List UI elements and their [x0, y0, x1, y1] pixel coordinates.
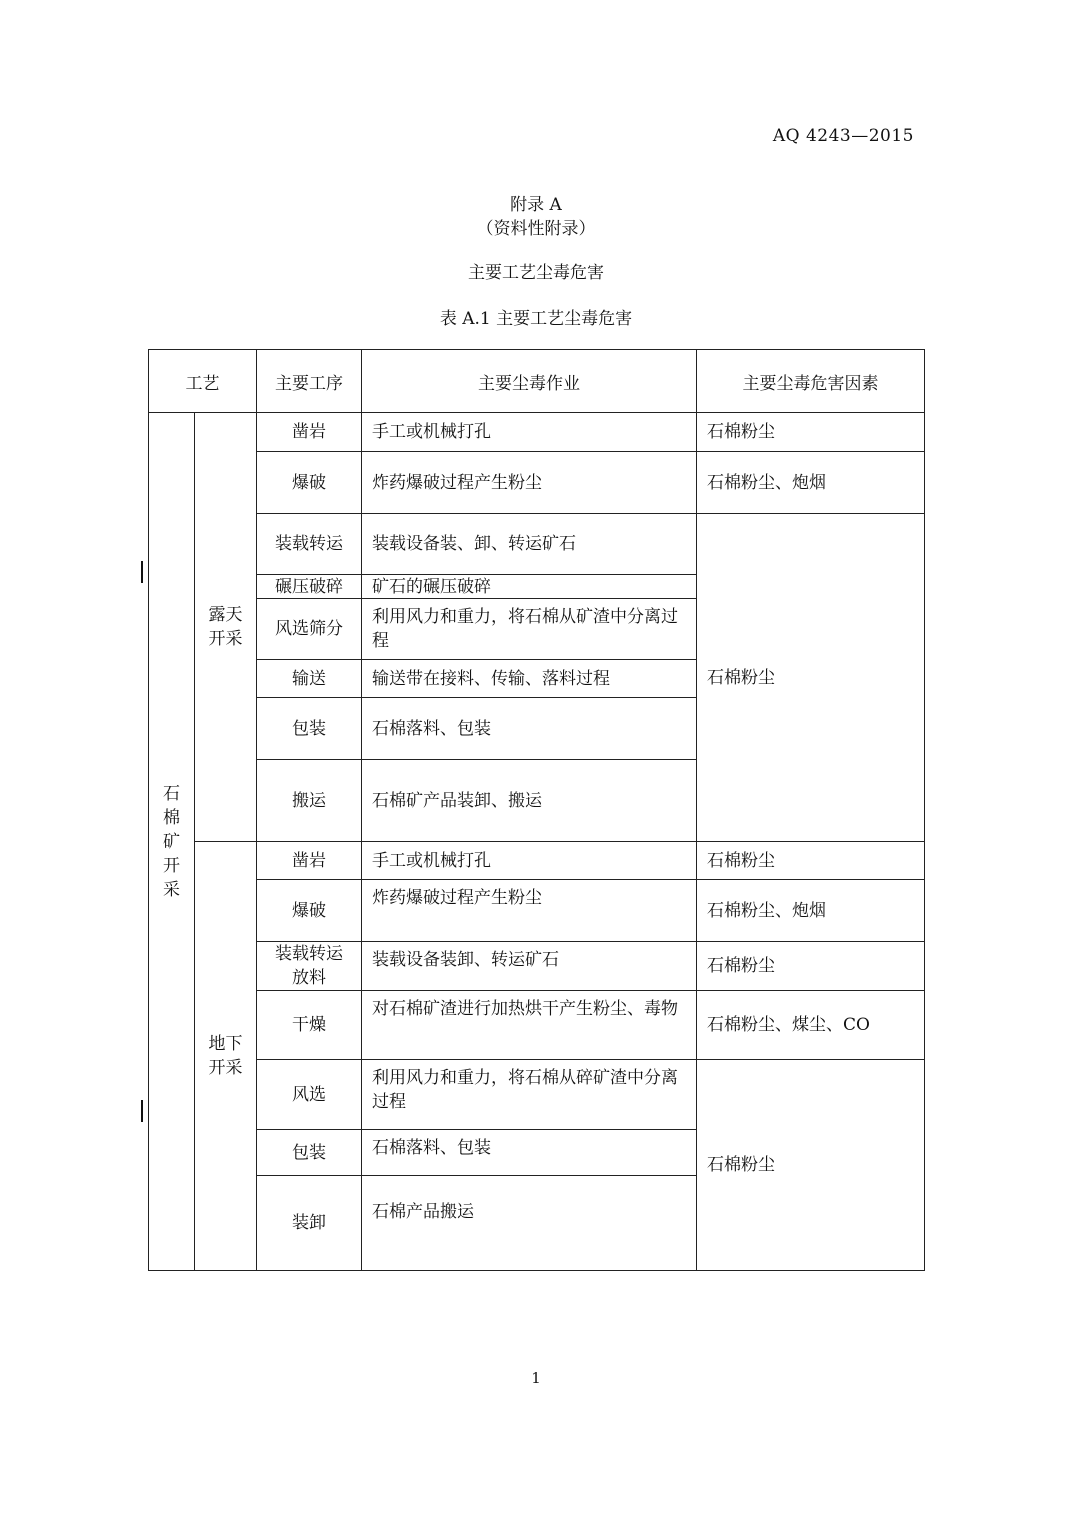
step-cell: 干燥 [257, 991, 362, 1060]
table-header-row [149, 350, 925, 413]
table-row [149, 452, 925, 514]
operation-cell: 装载设备装、卸、转运矿石 [362, 514, 697, 575]
operation-cell: 石棉矿产品装卸、搬运 [362, 760, 697, 842]
operation-cell: 手工或机械打孔 [362, 842, 697, 880]
mining-mode-cell: 地下开采 [195, 842, 257, 1271]
column-header: 工艺 [149, 350, 257, 413]
table-row [149, 880, 925, 942]
hazard-cell: 石棉粉尘 [697, 842, 925, 880]
hazard-cell: 石棉粉尘 [697, 1060, 925, 1271]
column-header: 主要工序 [257, 350, 362, 413]
step-cell: 碾压破碎 [257, 575, 362, 599]
step-cell: 凿岩 [257, 413, 362, 452]
step-cell: 爆破 [257, 880, 362, 942]
standard-number: AQ 4243—2015 [772, 126, 914, 146]
hazard-cell: 石棉粉尘 [697, 942, 925, 991]
operation-cell: 石棉落料、包装 [362, 1130, 697, 1176]
hazard-cell: 石棉粉尘、炮烟 [697, 452, 925, 514]
step-cell: 输送 [257, 660, 362, 698]
table-caption: 表 A.1 主要工艺尘毒危害 [439, 309, 633, 329]
operation-cell: 利用风力和重力，将石棉从碎矿渣中分离过程 [362, 1060, 697, 1130]
step-cell: 搬运 [257, 760, 362, 842]
table-row [149, 514, 925, 575]
operation-cell: 装载设备装卸、转运矿石 [362, 942, 697, 991]
table-row [149, 413, 925, 452]
step-cell: 风选筛分 [257, 599, 362, 660]
operation-cell: 炸药爆破过程产生粉尘 [362, 452, 697, 514]
step-cell: 装载转运 [257, 514, 362, 575]
step-cell: 风选 [257, 1060, 362, 1130]
operation-cell: 石棉落料、包装 [362, 698, 697, 760]
step-cell: 包装 [257, 698, 362, 760]
step-cell: 装载转运放料 [257, 942, 362, 991]
table-row [149, 1060, 925, 1130]
hazard-cell: 石棉粉尘 [697, 413, 925, 452]
step-cell: 装卸 [257, 1176, 362, 1271]
operation-cell: 矿石的碾压破碎 [362, 575, 697, 599]
hazard-cell: 石棉粉尘 [697, 514, 925, 842]
process-cell: 石棉矿开采 [149, 413, 195, 1271]
operation-cell: 输送带在接料、传输、落料过程 [362, 660, 697, 698]
operation-cell: 对石棉矿渣进行加热烘干产生粉尘、毒物 [362, 991, 697, 1060]
hazard-table [148, 349, 925, 1271]
revision-bar [141, 561, 143, 583]
table-row [149, 842, 925, 880]
column-header: 主要尘毒作业 [362, 350, 697, 413]
step-cell: 爆破 [257, 452, 362, 514]
page-number: 1 [531, 1369, 541, 1387]
operation-cell: 炸药爆破过程产生粉尘 [362, 880, 697, 942]
operation-cell: 石棉产品搬运 [362, 1176, 697, 1271]
table-row [149, 942, 925, 991]
mining-mode-cell: 露天开采 [195, 413, 257, 842]
appendix-title: 附录 A [510, 195, 562, 215]
table-row [149, 991, 925, 1060]
operation-cell: 利用风力和重力，将石棉从矿渣中分离过程 [362, 599, 697, 660]
step-cell: 凿岩 [257, 842, 362, 880]
section-title: 主要工艺尘毒危害 [468, 263, 604, 283]
revision-bar [141, 1100, 143, 1122]
step-cell: 包装 [257, 1130, 362, 1176]
hazard-cell: 石棉粉尘、炮烟 [697, 880, 925, 942]
operation-cell: 手工或机械打孔 [362, 413, 697, 452]
appendix-subtitle: （资料性附录） [476, 219, 596, 239]
column-header: 主要尘毒危害因素 [697, 350, 925, 413]
hazard-cell: 石棉粉尘、煤尘、CO [697, 991, 925, 1060]
